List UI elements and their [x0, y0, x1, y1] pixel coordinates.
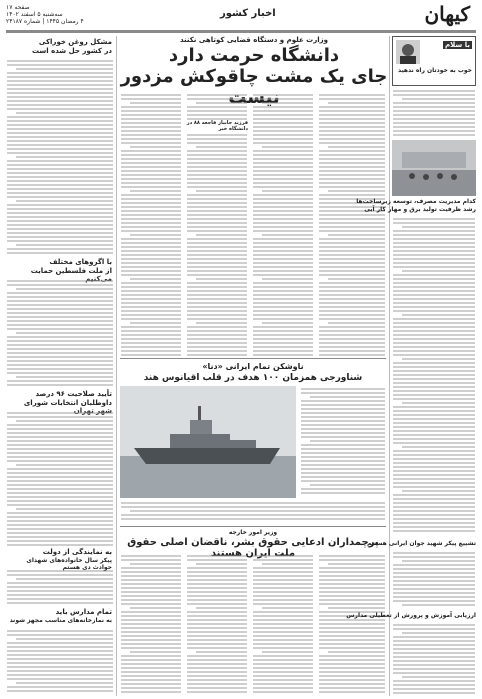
- editorial-box-text: خوب به خودتان راه ندهید: [397, 67, 472, 74]
- bottom-column-2: [186, 553, 248, 696]
- middle-rule: [120, 358, 386, 359]
- lead-column-1: [120, 92, 182, 357]
- left-text-block-3: [6, 410, 114, 550]
- lead-title-line-1: دانشگاه حرمت دارد: [168, 45, 340, 66]
- bottom-column-3: [252, 553, 314, 696]
- left-headline-5b: به نمازخانه‌های مناسب مجهز شوند: [9, 617, 112, 624]
- issue-line: ۴ رمضان ۱۴۴۵ | شماره ۲۴۱۸۷: [6, 18, 84, 25]
- left-text-block-5: [6, 628, 114, 694]
- header-rule: [6, 30, 476, 33]
- lead-kicker: وزارت علوم و دستگاه قضایی کوتاهی نکنند: [179, 36, 329, 44]
- masthead: [0, 0, 482, 34]
- lead-column-3: [252, 92, 314, 357]
- left-headline-3b: داوطلبان انتخابات شورای شهر تهران: [23, 399, 112, 415]
- right-text-block-4: [392, 622, 476, 696]
- left-headline-5: تمام مدارس باید: [55, 608, 112, 616]
- bottom-column-4: [318, 553, 386, 696]
- left-headline-1: مشکل روغن خوراکی: [38, 38, 112, 46]
- bottom-rule: [120, 526, 386, 527]
- right-text-block-2: [392, 216, 476, 536]
- date-line: سه‌شنبه ۵ اسفند ۱۴۰۲: [6, 11, 63, 18]
- left-column-divider: [116, 36, 117, 696]
- left-headline-4: به نمایندگی از دولت: [42, 548, 112, 556]
- newspaper-logo: کیهان: [424, 2, 470, 26]
- right-column-divider: [389, 36, 390, 696]
- page-number: صفحه ۱۷: [6, 4, 30, 11]
- lead-column-4: [318, 92, 386, 357]
- meeting-photo: [392, 140, 476, 196]
- warship-photo: [120, 386, 296, 498]
- bottom-column-1: [120, 553, 182, 696]
- lead-subheadline: فرزند جانباز فاجعه ۸۸ در دانشگاه خبر: [186, 120, 248, 132]
- left-headline-3: تأیید صلاحیت ۹۶ درصد: [35, 390, 112, 398]
- middle-column-1: [300, 386, 386, 498]
- section-title: اخبار کشور: [220, 8, 276, 19]
- left-text-block-1: [6, 58, 114, 258]
- left-headline-2b: از ملت فلسطین حمایت می‌کنیم: [30, 267, 112, 283]
- lead-title-line-2: جای یک مشت چاقوکش مزدور نیست: [120, 66, 388, 108]
- middle-kicker: ناوشکن تمام ایرانی «دنا»: [202, 362, 304, 371]
- right-photo-title-2: رشد ظرفیت تولید برق و مهار کار آبی: [364, 206, 476, 213]
- right-headline-b: ارزیابی آموزش و پرورش از تعطیلی مدارس: [346, 612, 476, 619]
- right-text-block-1: [392, 88, 476, 138]
- editorial-box-title: با سلام: [444, 41, 470, 49]
- bottom-title: پرچمداران ادعایی حقوق بشر، ناقضان اصلی حقوق ملت ایران هستند: [127, 537, 379, 559]
- right-text-block-3: [392, 550, 476, 610]
- left-headline-4b: پیکر سال خانواده‌های شهدای حوادث دی هستم: [26, 557, 112, 571]
- right-headline-a: تشییع پیکر شهید جوان ایرانی هستیم: [366, 540, 476, 547]
- left-text-block-4: [6, 568, 114, 608]
- left-text-block-2: [6, 278, 114, 388]
- author-portrait: [396, 40, 420, 64]
- left-headline-2: با اگروهای مختلف: [49, 258, 112, 266]
- right-photo-title: کدام مدیریت مصرف، توسعه زیرساخت‌ها: [356, 198, 476, 205]
- bottom-pre-text: [120, 500, 386, 524]
- bottom-kicker: وزیر امور خارجه: [228, 529, 278, 536]
- middle-title: شناورجی همزمان ۱۰۰ هدف در قلب اقیانوس هند: [143, 373, 363, 383]
- editorial-box: [392, 36, 476, 86]
- left-headline-1b: در کشور حل شده است: [31, 47, 112, 55]
- left-column: [6, 36, 114, 696]
